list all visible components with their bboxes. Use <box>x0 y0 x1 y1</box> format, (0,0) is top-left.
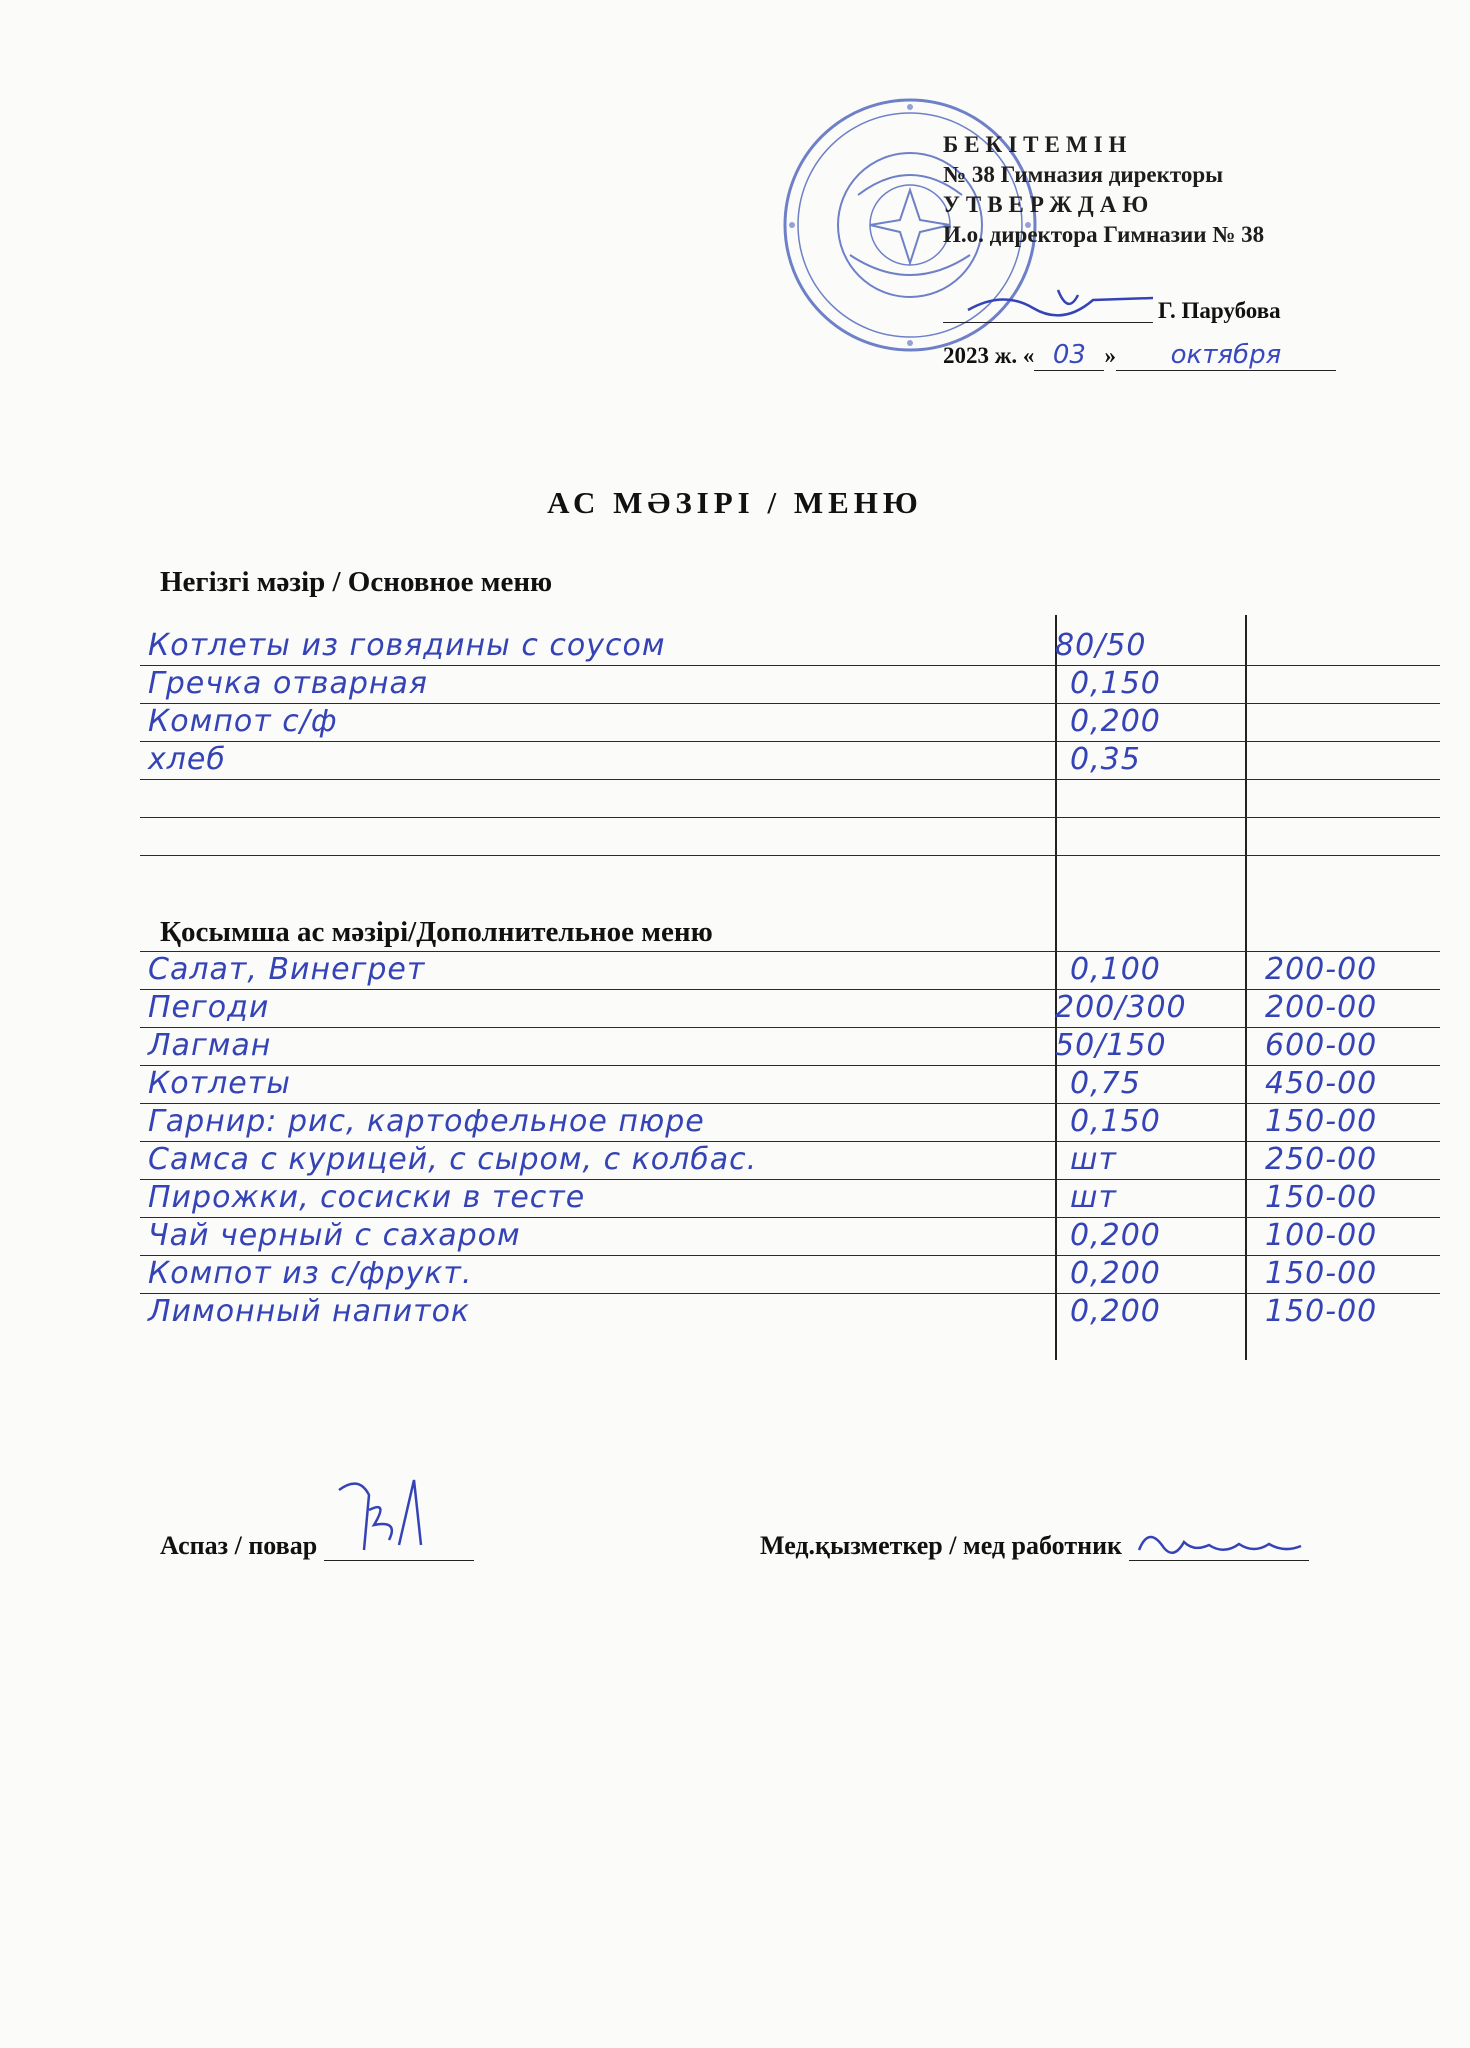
item-name: Котлеты <box>148 1066 291 1101</box>
approval-kz-position: № 38 Гимназия директоры <box>943 162 1224 187</box>
date-close: » <box>1104 343 1116 368</box>
item-qty: 0,100 <box>1070 952 1161 987</box>
extra-menu-heading: Қосымша ас мәзірі/Дополнительное меню <box>160 916 713 948</box>
item-qty: 0,200 <box>1070 1256 1161 1291</box>
item-price: 600-00 <box>1265 1028 1378 1063</box>
item-qty: 0,75 <box>1070 1066 1141 1101</box>
cook-signature <box>329 1470 449 1560</box>
date-prefix: 2023 ж. « <box>943 343 1035 368</box>
item-price: 200-00 <box>1265 990 1378 1025</box>
item-name: Чай черный с сахаром <box>148 1218 521 1253</box>
item-qty: 80/50 <box>1055 628 1147 663</box>
table-row <box>140 665 1440 704</box>
director-signature-line <box>943 302 1153 323</box>
approval-block <box>943 130 1363 250</box>
item-name: Котлеты из говядины с соусом <box>148 628 666 663</box>
table-row <box>140 741 1440 780</box>
table-row <box>140 951 1440 990</box>
date-day: 03 <box>1034 340 1104 371</box>
table-row <box>140 1103 1440 1142</box>
table-row <box>140 1255 1440 1294</box>
item-qty: 0,200 <box>1070 1294 1161 1329</box>
item-price: 150-00 <box>1265 1180 1378 1215</box>
item-qty: 0,35 <box>1070 742 1141 777</box>
item-price: 150-00 <box>1265 1294 1378 1329</box>
table-row <box>140 779 1440 818</box>
medic-signature-line <box>1129 1530 1309 1561</box>
table-row <box>140 989 1440 1028</box>
table-row <box>140 817 1440 856</box>
item-qty: 50/150 <box>1055 1028 1167 1063</box>
table-row <box>140 1179 1440 1218</box>
cook-signature-field <box>160 1530 474 1561</box>
item-qty: 0,200 <box>1070 1218 1161 1253</box>
item-name: Самса с курицей, с сыром, с колбас. <box>148 1142 758 1177</box>
item-qty: 0,200 <box>1070 704 1161 739</box>
item-qty: шт <box>1070 1180 1117 1215</box>
director-signature <box>963 280 1163 320</box>
item-price: 200-00 <box>1265 952 1378 987</box>
table-row <box>140 1141 1440 1180</box>
approval-date <box>943 340 1336 371</box>
table-row <box>140 627 1440 666</box>
item-name: Гречка отварная <box>148 666 428 701</box>
approval-ru-position: И.о. директора Гимназии № 38 <box>943 222 1265 247</box>
item-name: Компот из с/фрукт. <box>148 1256 473 1291</box>
extra-menu-header-rule <box>140 915 1440 952</box>
item-name: хлеб <box>148 742 226 777</box>
item-name: Пегоди <box>148 990 270 1025</box>
table-row <box>140 1027 1440 1066</box>
item-price: 250-00 <box>1265 1142 1378 1177</box>
approver-name: Г. Парубова <box>1158 298 1281 323</box>
approval-ru-label: УТВЕРЖДАЮ <box>943 192 1155 217</box>
item-qty: 0,150 <box>1070 666 1161 701</box>
page-title: АС МӘЗІРІ / МЕНЮ <box>547 485 923 520</box>
medic-signature-field <box>760 1530 1309 1561</box>
date-month: октября <box>1116 340 1336 371</box>
medic-label: Мед.қызметкер / мед работник <box>760 1531 1123 1560</box>
item-name: Гарнир: рис, картофельное пюре <box>148 1104 705 1139</box>
item-name: Лагман <box>148 1028 272 1063</box>
cook-label: Аспаз / повар <box>160 1531 318 1560</box>
item-qty: шт <box>1070 1142 1117 1177</box>
item-name: Компот с/ф <box>148 704 338 739</box>
medic-signature <box>1129 1520 1309 1570</box>
item-qty: 0,150 <box>1070 1104 1161 1139</box>
approval-kz-label: БЕКІТЕМІН <box>943 132 1133 157</box>
item-price: 100-00 <box>1265 1218 1378 1253</box>
item-price: 150-00 <box>1265 1256 1378 1291</box>
item-name: Пирожки, сосиски в тесте <box>148 1180 586 1215</box>
item-qty: 200/300 <box>1055 990 1187 1025</box>
item-price: 150-00 <box>1265 1104 1378 1139</box>
main-menu-heading: Негізгі мәзір / Основное меню <box>160 566 553 598</box>
table-row <box>140 703 1440 742</box>
item-name: Лимонный напиток <box>148 1294 471 1329</box>
table-row <box>140 1217 1440 1256</box>
cook-signature-line <box>324 1530 474 1561</box>
item-name: Салат, Винегрет <box>148 952 426 987</box>
table-row <box>140 1293 1440 1331</box>
table-row <box>140 1065 1440 1104</box>
item-price: 450-00 <box>1265 1066 1378 1101</box>
